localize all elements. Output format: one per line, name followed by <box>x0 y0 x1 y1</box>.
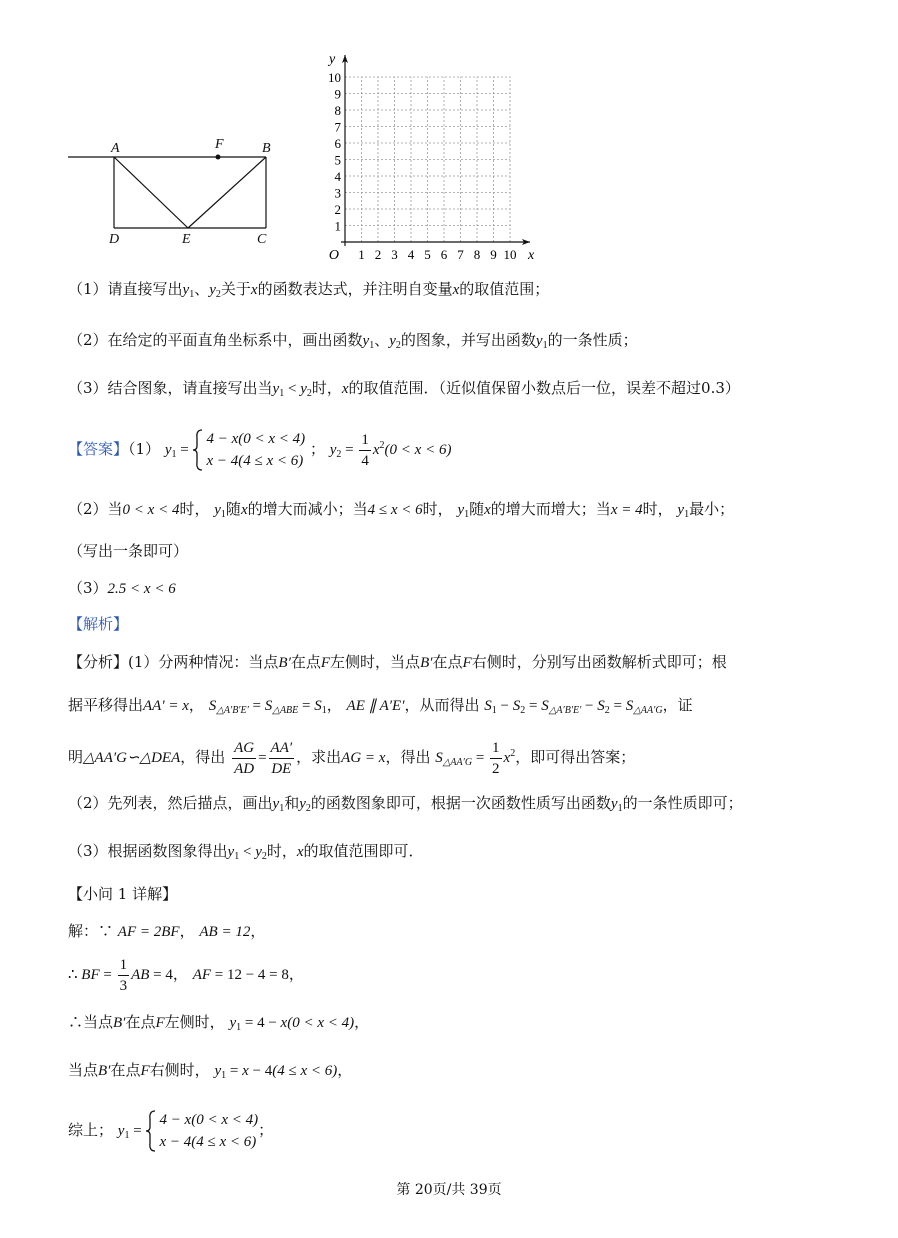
x-tick-label: 7 <box>457 247 464 262</box>
y-tick-label: 10 <box>328 70 341 85</box>
question-3: （3）结合图象，请直接写出当$y_1 < y_2$时，x的取值范围．（近似值保留小数点后一位，误差不超过0.3） <box>68 379 740 399</box>
y-tick-label: 1 <box>334 218 341 234</box>
point-label-a: A <box>111 141 120 156</box>
solution-line-1: 解：∵ AF = 2BF， AB = 12， <box>68 922 266 940</box>
piecewise-y1-final: 4 − x(0 < x < 4) x − 4(4 ≤ x < 6) <box>145 1109 258 1153</box>
y-tick-label: 8 <box>334 103 341 118</box>
x-tick-label: 10 <box>503 247 517 262</box>
y-axis-label: y <box>329 52 336 67</box>
analysis-line-1: 【分析】(1）分两种情况：当点B′在点F左侧时，当点B′在点F右侧时，分别写出函数解析式即可；根 <box>68 653 727 671</box>
piecewise-y1: 4 − x(0 < x < 4) x − 4(4 ≤ x < 6) <box>192 428 305 472</box>
question-1: （1）请直接写出$y_1$、$y_2$关于x的函数表达式，并注明自变量x的取值范围； <box>68 280 550 300</box>
analysis-line-5: （3）根据函数图象得出$y_1 < y_2$时，x的取值范围即可． <box>68 842 424 862</box>
point-label-c: C <box>257 232 267 247</box>
point-label-b: B <box>262 141 271 156</box>
analysis-line-4: （2）先列表，然后描点，画出$y_1$和$y_2$的函数图象即可，根据一次函数性质写出函数$y_1$的一条性质即可； <box>68 794 743 814</box>
x-tick-label: 3 <box>391 247 398 262</box>
analysis-line-2: 据平移得出AA′ = x， $S_{\triangle A'B'E'} = S_{\triangle ABE} = S_1$， AE ∥ A′E′，从而得出 $S_1 - S_2 = S_{\triangle A'B'E'} - S_2 = S_{\triangle AA'G}$，证 <box>68 696 693 716</box>
y-tick-label: 6 <box>334 136 341 151</box>
x-tick-label: 9 <box>490 247 497 262</box>
y-tick-label: 5 <box>334 152 341 168</box>
analysis-line-3: 明△AA′G∽△DEA，得出 $\frac{AG}{AD}$ = $\frac{AA'}{DE}$ ，求出AG = x，得出 $S_{\triangle AA'G}$ = $\frac{1}{2}$ $x^2$，即可得出答案； <box>68 739 636 777</box>
point-label-f: F <box>215 137 224 152</box>
answer-part-3: （3）2.5 < x < 6 <box>68 579 176 597</box>
origin-label: O <box>328 248 339 262</box>
solution-line-5: 综上； $y_1$ = 4 − x(0 < x < 4) x − 4(4 ≤ x < 6) ； <box>68 1104 273 1162</box>
answer-part-1: 【答案】（1） $y_1$ = 4 − x(0 < x < 4) x − 4(4 ≤ x < 6) ； $y_2$ = $\frac{1}{4}$ $x^2(0 < x < 6)$ <box>68 420 451 481</box>
y-tick-label: 3 <box>334 185 341 201</box>
page-footer: 第 20页/共 39页 <box>396 1182 502 1198</box>
y-tick-label: 2 <box>334 202 341 217</box>
y-tick-label: 4 <box>334 169 341 184</box>
point-label-d: D <box>109 232 120 247</box>
x-tick-label: 5 <box>424 247 431 262</box>
rectangle-figure <box>60 136 290 256</box>
y-tick-label: 9 <box>334 86 341 102</box>
x-tick-label: 2 <box>374 247 382 262</box>
analysis-tag: 【解析】 <box>68 615 129 633</box>
x-tick-label: 8 <box>473 247 481 262</box>
solution-line-2: ∴ BF = $\frac{1}{3}$ AB = 4， AF = 12 − 4 = 8， <box>68 956 304 994</box>
coordinate-grid <box>310 40 540 262</box>
x-tick-label: 4 <box>407 247 415 262</box>
x-tick-label: 6 <box>440 247 448 262</box>
subquestion-1-heading: 【小问 1 详解】 <box>68 885 178 903</box>
question-2: （2）在给定的平面直角坐标系中，画出函数$y_1$、$y_2$的图象，并写出函数$y_1$的一条性质； <box>68 331 638 351</box>
answer-part-2-note: （写出一条即可） <box>68 542 189 560</box>
solution-line-4: 当点B′在点F右侧时， $y_1 = x - 4(4 \le x < 6)$， <box>68 1061 353 1081</box>
x-tick-label: 1 <box>358 247 365 262</box>
solution-line-3: ∴当点B′在点F左侧时， $y_1 = 4 - x(0 < x < 4)$， <box>68 1013 370 1033</box>
x-axis-label: x <box>528 248 535 262</box>
y-tick-label: 7 <box>334 119 341 135</box>
point-label-e: E <box>182 232 191 247</box>
answer-part-2: （2）当0 < x < 4时， $y_1$随x的增大而减小；当4 ≤ x < 6时， $y_1$随x的增大而增大；当x = 4时， $y_1$最小； <box>68 500 735 520</box>
answer-tag: 【答案】 <box>68 440 129 458</box>
